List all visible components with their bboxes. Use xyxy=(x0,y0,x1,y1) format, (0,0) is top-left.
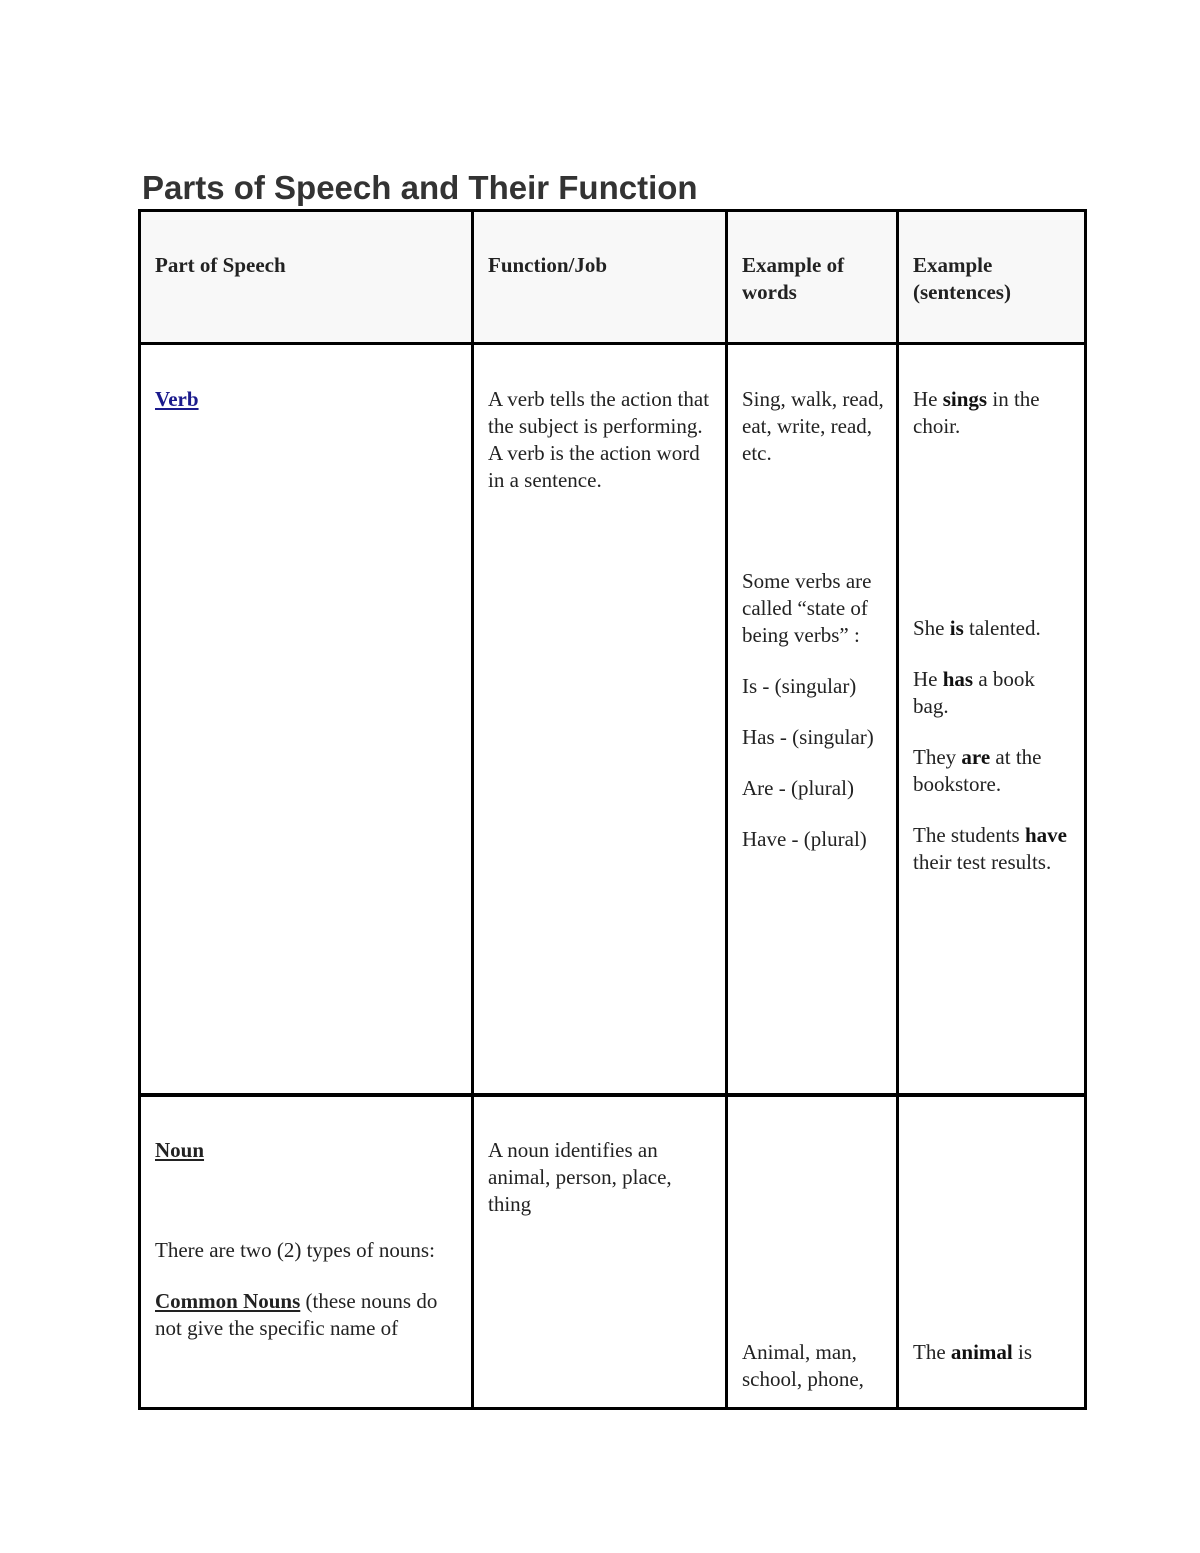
noun-function: A noun identifies an animal, person, place, thing xyxy=(488,1138,672,1216)
column-divider-1 xyxy=(471,209,474,1410)
noun-example-words: Animal, man, school, phone, xyxy=(742,1340,864,1391)
state-verbs-intro: Some verbs are called “state of being verbs” : xyxy=(742,569,872,647)
state-sentence: She is talented. xyxy=(913,616,1041,640)
noun-types xyxy=(155,1237,460,1342)
column-divider-2 xyxy=(725,209,728,1410)
noun-example-sentence: The animal is xyxy=(913,1340,1033,1364)
common-nouns-desc: Common Nouns (these nouns do not give the specific name of xyxy=(155,1289,438,1340)
state-verb-item: Have - (plural) xyxy=(742,827,867,851)
state-sentence: The students have their test results. xyxy=(913,823,1067,874)
state-verb-item: Is - (singular) xyxy=(742,674,857,698)
state-sentence: He has a book bag. xyxy=(913,667,1035,718)
table-border-top xyxy=(138,209,1087,212)
table-border-right xyxy=(1084,209,1087,1410)
header-part-of-speech: Part of Speech xyxy=(155,253,286,277)
state-verb-item: Are - (plural) xyxy=(742,776,854,800)
noun-cell xyxy=(155,1137,460,1164)
header-example-words: Example of words xyxy=(742,253,845,304)
noun-label: Noun xyxy=(155,1138,205,1162)
state-verb-item: Has - (singular) xyxy=(742,725,874,749)
header-example-sentences: Example (sentences) xyxy=(913,253,1011,304)
verb-example-words xyxy=(742,386,890,467)
parts-of-speech-table xyxy=(138,209,1087,1410)
verb-function: A verb tells the action that the subject is performing. A verb is the action word in a sentence. xyxy=(488,387,710,492)
header-row-divider xyxy=(138,342,1087,345)
verb-row-divider xyxy=(138,1093,1087,1097)
verb-state-sentences xyxy=(913,615,1073,876)
state-sentence: They are at the bookstore. xyxy=(913,745,1042,796)
table-border-left xyxy=(138,209,141,1410)
noun-types-intro: There are two (2) types of nouns: xyxy=(155,1238,435,1262)
column-divider-3 xyxy=(896,209,899,1410)
verb-example-sentence: He sings in the choir. xyxy=(913,387,1040,438)
document-title: Parts of Speech and Their Function xyxy=(142,169,698,206)
verb-cell xyxy=(155,386,455,413)
verb-link[interactable]: Verb xyxy=(155,387,199,411)
header-function: Function/Job xyxy=(488,253,608,277)
verb-state-words xyxy=(742,568,890,853)
table-border-bottom xyxy=(138,1407,1087,1410)
verb-action-words: Sing, walk, read, eat, write, read, etc. xyxy=(742,387,884,465)
